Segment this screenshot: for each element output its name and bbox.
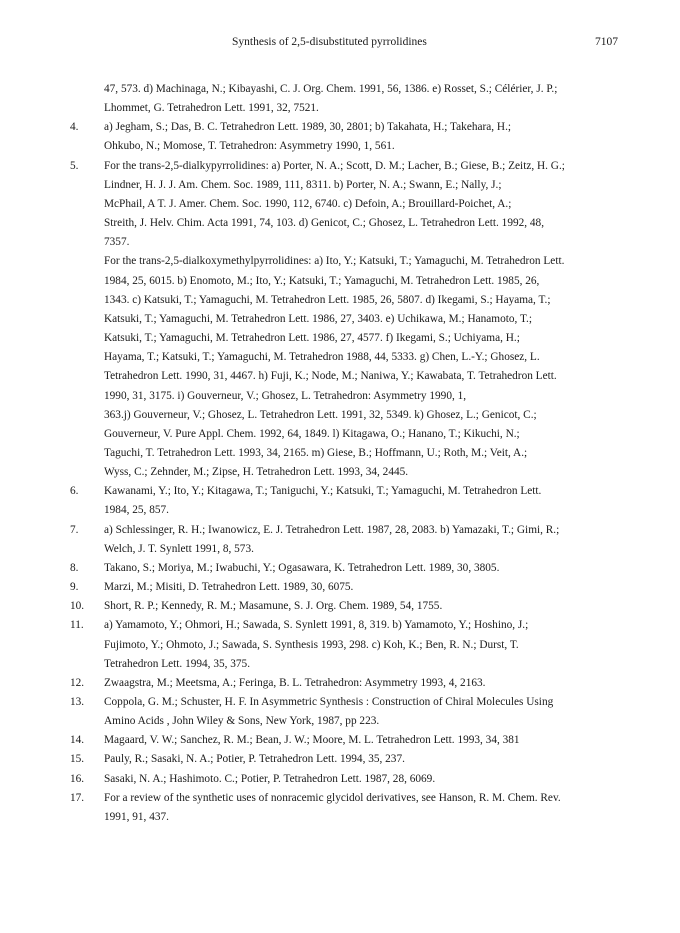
reference-text [104,482,620,520]
reference-line: 7357. [104,236,130,249]
reference-text [104,750,620,769]
reference-line: Wyss, C.; Zehnder, M.; Zipse, H. Tetrahedron Lett. 1993, 34, 2445. [104,466,409,479]
reference-line: Tetrahedron Lett. 1994, 35, 375. [104,657,251,670]
reference-item [0,789,680,827]
reference-item [0,693,680,731]
reference-text [104,789,620,827]
reference-item [0,578,680,597]
reference-text [104,578,620,597]
reference-number: 4. [70,121,79,134]
reference-line: a) Schlessinger, R. H.; Iwanowicz, E. J. Tetrahedron Lett. 1987, 28, 2083. b) Yamazaki, T.; Gimi, R.; [104,523,560,536]
reference-line: a) Yamamoto, Y.; Ohmori, H.; Sawada, S. Synlett 1991, 8, 319. b) Yamamoto, Y.; Hoshino, J.; [104,619,529,632]
reference-text [104,118,620,156]
reference-line: Coppola, G. M.; Schuster, H. F. In Asymmetric Synthesis : Construction of Chiral Molecules Using [104,696,554,708]
reference-line: Sasaki, N. A.; Hashimoto. C.; Potier, P. Tetrahedron Lett. 1987, 28, 6069. [104,772,436,785]
reference-text [104,674,620,693]
reference-line: 47, 573. d) Machinaga, N.; Kibayashi, C. J. Org. Chem. 1991, 56, 1386. e) Rosset, S.; Célérier, J. P.; [104,83,558,95]
reference-item [0,597,680,616]
reference-item [0,157,680,483]
reference-line: Kawanami, Y.; Ito, Y.; Kitagawa, T.; Taniguchi, Y.; Katsuki, T.; Yamaguchi, M. Tetrahedron Lett. [104,485,542,498]
reference-number: 7. [70,523,79,536]
reference-line: 363.j) Gouverneur, V.; Ghosez, L. Tetrahedron Lett. 1991, 32, 5349. k) Ghosez, L.; Genicot, C.; [104,408,537,421]
reference-number: 5. [70,159,79,172]
reference-line: For the trans-2,5-dialkoxymethylpyrrolidines: a) Ito, Y.; Katsuki, T.; Yamaguchi, M. Tetrahedron Lett. [104,255,565,268]
reference-line: Lhommet, G. Tetrahedron Lett. 1991, 32, 7521. [104,102,319,115]
reference-line: 1984, 25, 857. [104,504,169,517]
running-header [0,36,680,52]
reference-line: McPhail, A T. J. Amer. Chem. Soc. 1990, 112, 6740. c) Defoin, A.; Brouillard-Poichet, A.; [104,197,512,210]
reference-line: 1984, 25, 6015. b) Enomoto, M.; Ito, Y.; Katsuki, T.; Yamaguchi, M. Tetrahedron Lett. 1985, 26, [104,274,540,287]
reference-number: 6. [70,485,79,498]
reference-line: For the trans-2,5-dialkypyrrolidines: a) Porter, N. A.; Scott, D. M.; Lacher, B.; Giese, B.; Zeitz, H. G.; [104,159,565,172]
reference-line: a) Jegham, S.; Das, B. C. Tetrahedron Lett. 1989, 30, 2801; b) Takahata, H.; Takehara, H.; [104,121,512,134]
reference-item [0,118,680,156]
reference-line: Marzi, M.; Misiti, D. Tetrahedron Lett. 1989, 30, 6075. [104,581,354,594]
reference-item [0,521,680,559]
running-title: Synthesis of 2,5-disubstituted pyrrolidines [232,36,427,48]
reference-text [104,693,620,731]
reference-item [0,559,680,578]
reference-line: Short, R. P.; Kennedy, R. M.; Masamune, S. J. Org. Chem. 1989, 54, 1755. [104,600,443,613]
reference-text [104,157,620,483]
reference-line: 1343. c) Katsuki, T.; Yamaguchi, M. Tetrahedron Lett. 1985, 26, 5807. d) Ikegami, S.; Hayama, T.; [104,293,551,306]
reference-line: Welch, J. T. Synlett 1991, 8, 573. [104,542,254,555]
reference-item [0,80,680,118]
reference-item [0,616,680,673]
reference-line: Pauly, R.; Sasaki, N. A.; Potier, P. Tetrahedron Lett. 1994, 35, 237. [104,753,405,766]
reference-line: Katsuki, T.; Yamaguchi, M. Tetrahedron Lett. 1986, 27, 3403. e) Uchikawa, M.; Hanamoto, T.; [104,312,533,325]
reference-number: 16. [70,772,85,785]
reference-line: Zwaagstra, M.; Meetsma, A.; Feringa, B. L. Tetrahedron: Asymmetry 1993, 4, 2163. [104,676,486,689]
reference-line: Ohkubo, N.; Momose, T. Tetrahedron: Asymmetry 1990, 1, 561. [104,140,395,153]
reference-number: 12. [70,676,85,689]
reference-line: Fujimoto, Y.; Ohmoto, J.; Sawada, S. Synthesis 1993, 298. c) Koh, K.; Ben, R. N.; Durst, T. [104,638,519,651]
reference-item [0,482,680,520]
reference-list [0,80,680,827]
reference-text [104,616,620,673]
page-number: 7107 [595,36,618,48]
reference-line: 1991, 91, 437. [104,810,169,823]
reference-number: 15. [70,753,85,766]
reference-line: 1990, 31, 3175. i) Gouverneur, V.; Ghosez, L. Tetrahedron: Asymmetry 1990, 1, [104,389,467,402]
reference-line: Magaard, V. W.; Sanchez, R. M.; Bean, J. W.; Moore, M. L. Tetrahedron Lett. 1993, 34, 381 [104,734,520,747]
reference-line: Taguchi, T. Tetrahedron Lett. 1993, 34, 2165. m) Giese, B.; Hoffmann, U.; Roth, M.; Veit, A.; [104,446,528,459]
reference-line: Katsuki, T.; Yamaguchi, M. Tetrahedron Lett. 1986, 27, 4577. f) Ikegami, S.; Uchiyama, H.; [104,332,520,345]
reference-item [0,750,680,769]
reference-number: 10. [70,600,85,613]
reference-number: 9. [70,581,79,594]
reference-line: Streith, J. Helv. Chim. Acta 1991, 74, 103. d) Genicot, C.; Ghosez, L. Tetrahedron Lett. 1992, 48, [104,217,545,230]
reference-text [104,559,620,578]
reference-line: Tetrahedron Lett. 1990, 31, 4467. h) Fuji, K.; Node, M.; Naniwa, Y.; Kawabata, T. Tetrahedron Lett. [104,370,557,383]
reference-number: 13. [70,696,85,708]
reference-line: Hayama, T.; Katsuki, T.; Yamaguchi, M. Tetrahedron 1988, 44, 5333. g) Chen, L.-Y.; Ghosez, L. [104,351,540,364]
reference-line: Amino Acids , John Wiley & Sons, New York, 1987, pp 223. [104,715,380,728]
reference-item [0,731,680,750]
reference-text [104,521,620,559]
reference-line: Lindner, H. J. J. Am. Chem. Soc. 1989, 111, 8311. b) Porter, N. A.; Swann, E.; Nally, J.; [104,178,502,191]
reference-line: For a review of the synthetic uses of nonracemic glycidol derivatives, see Hanson, R. M. Chem. Rev. [104,791,561,804]
reference-line: Takano, S.; Moriya, M.; Iwabuchi, Y.; Ogasawara, K. Tetrahedron Lett. 1989, 30, 3805. [104,561,500,574]
reference-text [104,770,620,789]
reference-number: 14. [70,734,85,747]
reference-text [104,80,620,118]
reference-item [0,770,680,789]
reference-text [104,731,620,750]
reference-line: Gouverneur, V. Pure Appl. Chem. 1992, 64, 1849. l) Kitagawa, O.; Hanano, T.; Kikuchi, N.; [104,427,520,440]
reference-item [0,674,680,693]
reference-number: 8. [70,561,79,574]
reference-number: 17. [70,791,85,804]
reference-text [104,597,620,616]
reference-number: 11. [70,619,84,632]
